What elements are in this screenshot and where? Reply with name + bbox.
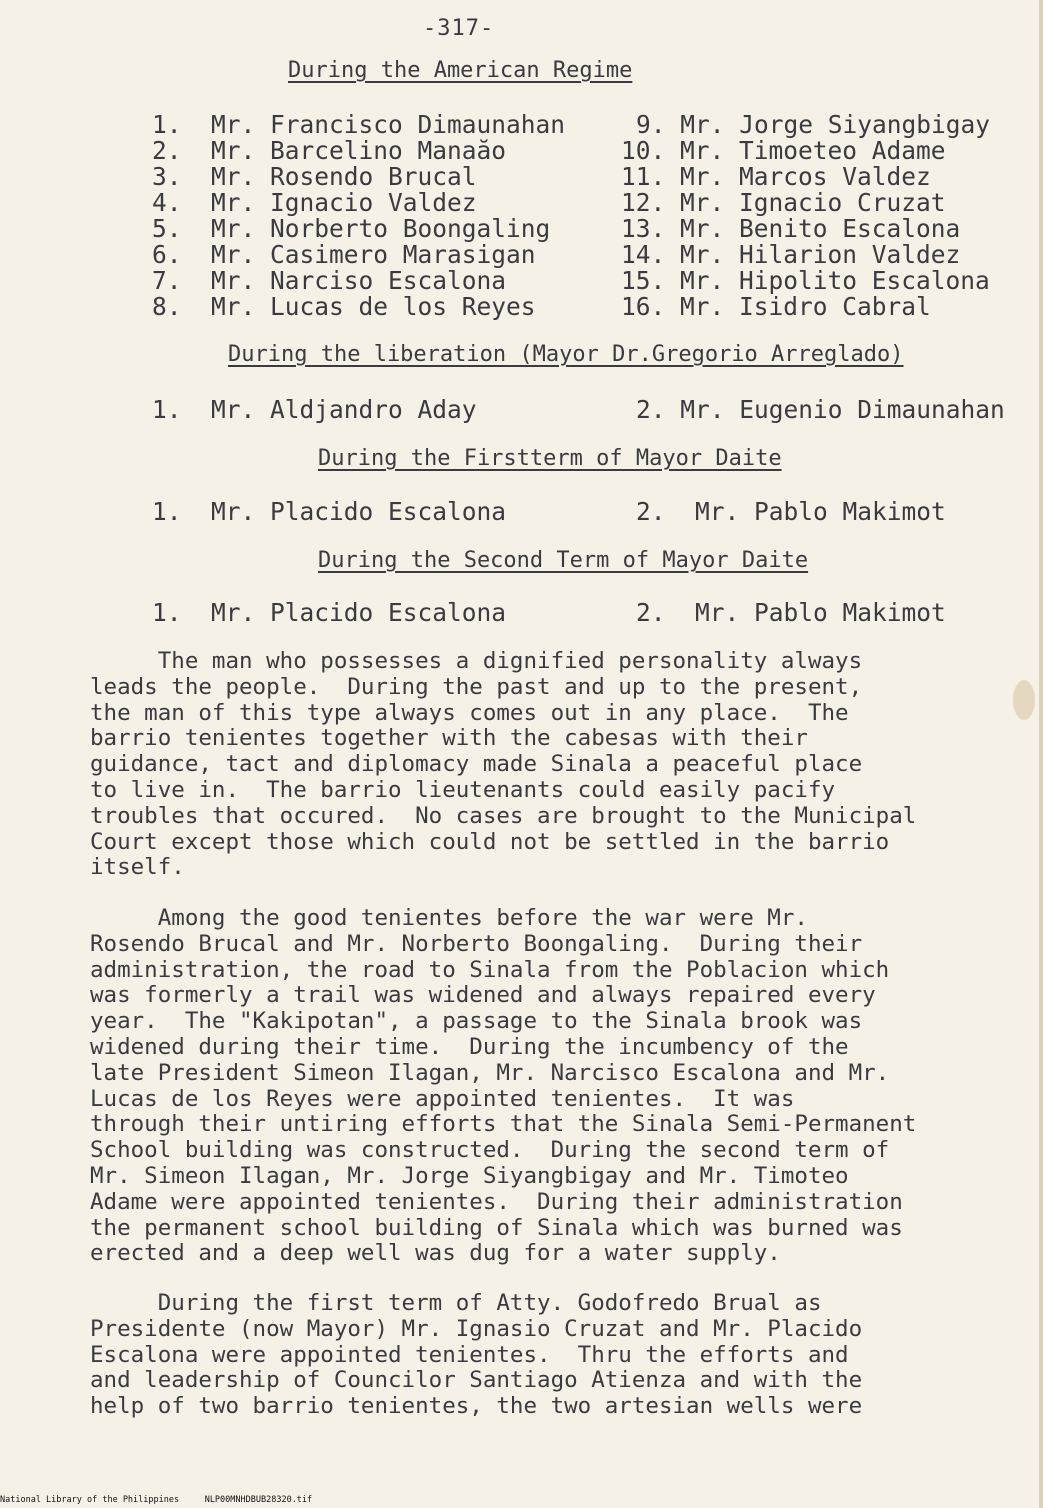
text-line: erected and a deep well was dug for a water supply. (90, 1240, 781, 1267)
text-line: guidance, tact and diplomacy made Sinala a peaceful place (90, 751, 863, 778)
list-item: 7. Mr. Narciso Escalona (152, 266, 507, 295)
text-line: was formerly a trail was widened and always repaired every (90, 982, 876, 1009)
list-item: 10. Mr. Timoeteo Adame (621, 136, 946, 165)
text-line: the man of this type always comes out in any place. The (90, 699, 849, 726)
text-line: barrio tenientes together with the cabesas with their (90, 725, 808, 752)
text-line: Mr. Simeon Ilagan, Mr. Jorge Siyangbigay and Mr. Timoteo (90, 1162, 849, 1189)
text-line: Among the good tenientes before the war were Mr. (90, 905, 808, 931)
heading-liberation: During the liberation (Mayor Dr.Gregorio Arreglado) (228, 342, 904, 367)
page-number: -317- (423, 16, 495, 41)
list-item: 8. Mr. Lucas de los Reyes (152, 292, 536, 321)
heading-first-term: During the Firstterm of Mayor Daite (318, 446, 782, 471)
list-item: 1. Mr. Francisco Dimaunahan (152, 110, 566, 139)
paragraph-first-term-brual (90, 1291, 1030, 1420)
list-item: 15. Mr. Hipolito Escalona (621, 266, 990, 295)
text-line: widened during their time. During the incumbency of the (90, 1033, 849, 1060)
list-item: 12. Mr. Ignacio Cruzat (621, 188, 946, 217)
scan-footer: National Library of the Philippines NLP00MNHDBUB28320.tif (0, 1495, 313, 1505)
text-line: late President Simeon Ilagan, Mr. Narcisco Escalona and Mr. (90, 1059, 890, 1086)
list-item: 16. Mr. Isidro Cabral (621, 292, 931, 321)
list-item: 1. Mr. Placido Escalona (152, 598, 507, 627)
text-line: the permanent school building of Sinala which was burned was (90, 1214, 903, 1241)
text-line: itself. (90, 854, 185, 881)
list-item: 4. Mr. Ignacio Valdez (152, 188, 477, 217)
text-line: Court except those which could not be settled in the barrio (90, 828, 890, 855)
list-item: 3. Mr. Rosendo Brucal (152, 162, 477, 191)
list-item: 1. Mr. Aldjandro Aday (152, 395, 477, 424)
list-item: 6. Mr. Casimero Marasigan (152, 240, 536, 269)
text-line: Escalona were appointed tenientes. Thru the efforts and (90, 1341, 849, 1368)
list-item: 13. Mr. Benito Escalona (621, 214, 961, 243)
text-line: administration, the road to Sinala from the Poblacion which (90, 956, 890, 983)
heading-second-term: During the Second Term of Mayor Daite (318, 548, 809, 573)
list-item: 2. Mr. Pablo Makimot (636, 598, 946, 627)
list-item: 1. Mr. Placido Escalona (152, 497, 507, 526)
text-line: Lucas de los Reyes were appointed tenientes. It was (90, 1085, 795, 1112)
text-line: Rosendo Brucal and Mr. Norberto Boongaling. During their (90, 930, 863, 957)
text-line: year. The "Kakipotan", a passage to the Sinala brook was (90, 1008, 863, 1035)
text-line: help of two barrio tenientes, the two artesian wells were (90, 1393, 863, 1420)
list-item: 2. Mr. Barcelino Manaăo (152, 136, 507, 165)
list-item: 5. Mr. Norberto Boongaling (152, 214, 551, 243)
page-edge (1039, 0, 1043, 1508)
text-line: The man who possesses a dignified personality always (90, 648, 863, 674)
text-line: troubles that occured. No cases are brought to the Municipal (90, 802, 917, 829)
text-line: through their untiring efforts that the Sinala Semi-Permanent (90, 1111, 917, 1138)
heading-american-regime: During the American Regime (288, 58, 633, 83)
list-item: 2. Mr. Eugenio Dimaunahan (636, 395, 1005, 424)
list-item: 9. Mr. Jorge Siyangbigay (636, 110, 991, 139)
text-line: Presidente (now Mayor) Mr. Ignasio Cruzat and Mr. Placido (90, 1315, 863, 1342)
text-line: During the first term of Atty. Godofredo Brual as (90, 1290, 822, 1316)
paragraph-dignified-personality (90, 649, 1030, 881)
text-line: to live in. The barrio lieutenants could easily pacify (90, 776, 836, 803)
text-line: School building was constructed. During the second term of (90, 1137, 890, 1164)
text-line: and leadership of Councilor Santiago Atienza and with the (90, 1367, 863, 1394)
paragraph-good-tenientes (90, 906, 1030, 1267)
text-line: Adame were appointed tenientes. During their administration (90, 1188, 903, 1215)
list-item: 2. Mr. Pablo Makimot (636, 497, 946, 526)
list-item: 11. Mr. Marcos Valdez (621, 162, 931, 191)
list-item: 14. Mr. Hilarion Valdez (621, 240, 961, 269)
text-line: leads the people. During the past and up to the present, (90, 673, 863, 700)
